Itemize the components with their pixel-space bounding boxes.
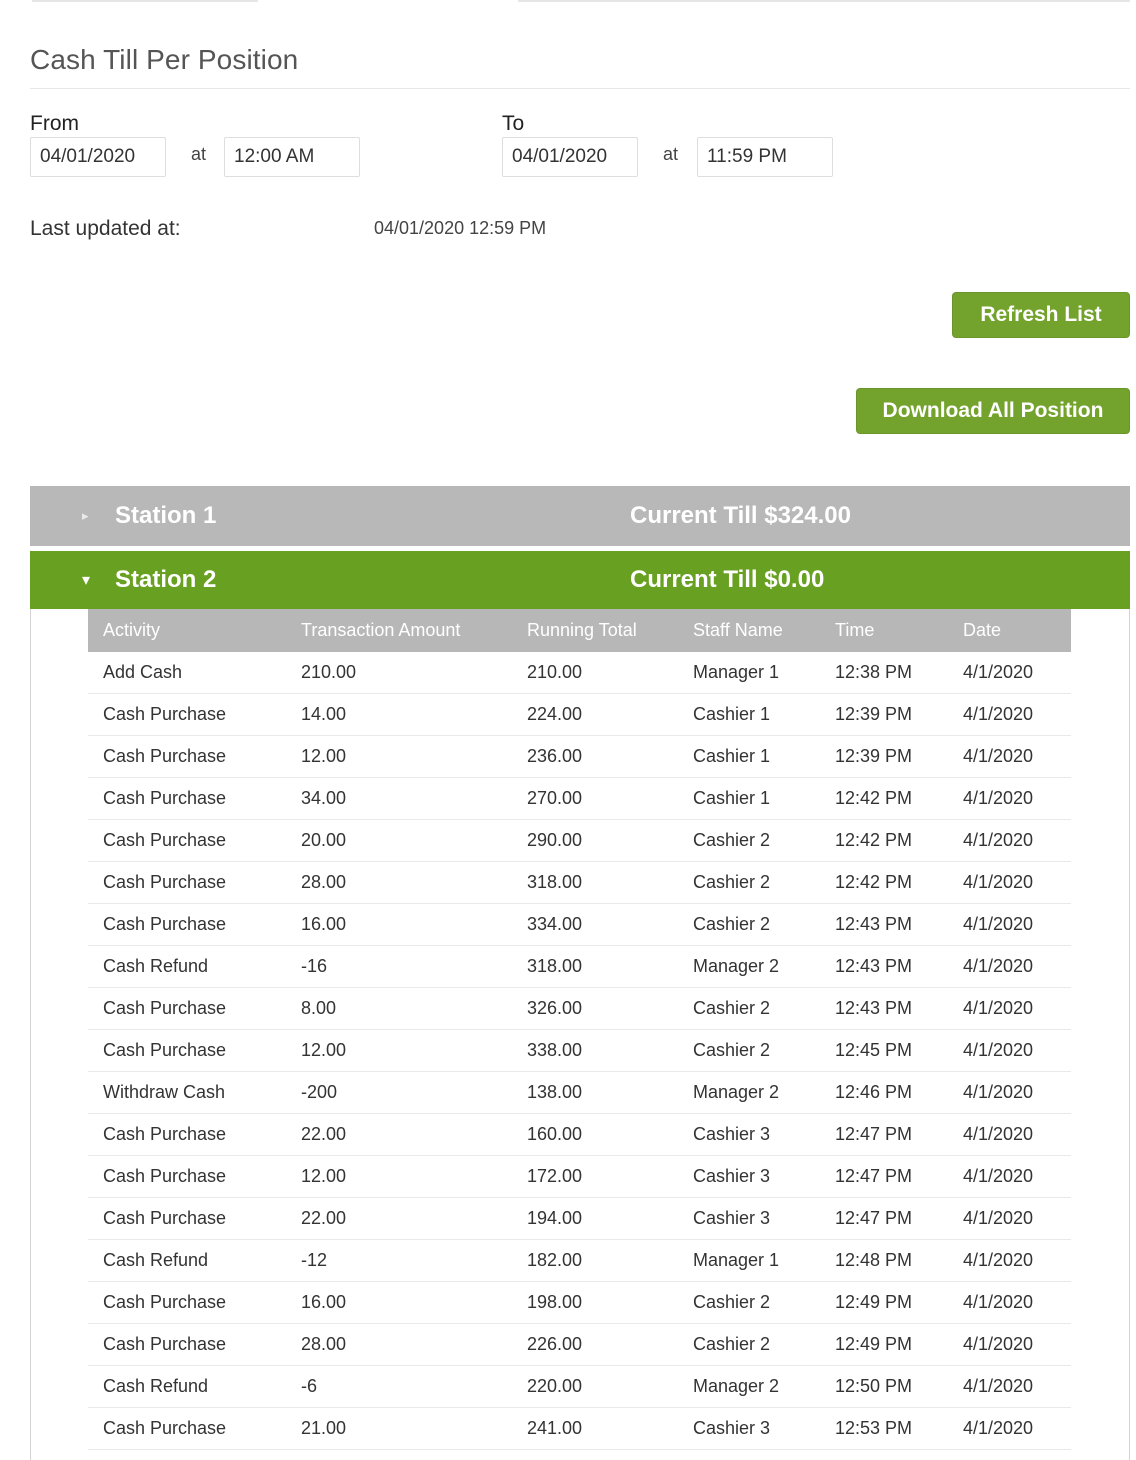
cell-staff-name: Cashier 3 [693, 1114, 835, 1156]
station-1-header[interactable] [30, 486, 1130, 546]
cell-running-total: 338.00 [527, 1030, 693, 1072]
cell-transaction-amount: 20.00 [301, 820, 527, 862]
cell-activity: Cash Purchase [88, 862, 301, 904]
table-row [88, 1324, 1071, 1366]
cell-date: 4/1/2020 [963, 778, 1071, 820]
cell-time: 12:42 PM [835, 862, 963, 904]
caret-right-icon: ▸ [82, 508, 89, 523]
cell-staff-name: Manager 2 [693, 1366, 835, 1408]
cell-transaction-amount: 8.00 [301, 988, 527, 1030]
column-header-transaction-amount: Transaction Amount [301, 609, 527, 652]
cell-activity: Cash Purchase [88, 778, 301, 820]
table-row [88, 1198, 1071, 1240]
cell-transaction-amount: -200 [301, 1072, 527, 1114]
table-row [88, 1156, 1071, 1198]
cell-staff-name: Manager 2 [693, 946, 835, 988]
cell-running-total: 318.00 [527, 862, 693, 904]
cell-time: 12:43 PM [835, 946, 963, 988]
cell-activity: Cash Refund [88, 946, 301, 988]
cell-activity: Cash Purchase [88, 1156, 301, 1198]
cell-running-total: 182.00 [527, 1240, 693, 1282]
to-date-input[interactable] [502, 137, 638, 177]
table-row [88, 778, 1071, 820]
cell-running-total: 236.00 [527, 736, 693, 778]
cell-running-total: 160.00 [527, 1114, 693, 1156]
page-title: Cash Till Per Position [30, 44, 299, 75]
cell-activity: Cash Purchase [88, 1282, 301, 1324]
cell-date: 4/1/2020 [963, 736, 1071, 778]
station-2-panel [30, 609, 1130, 1460]
column-header-activity: Activity [88, 609, 301, 652]
cell-transaction-amount: 12.00 [301, 736, 527, 778]
cell-running-total: 226.00 [527, 1324, 693, 1366]
cell-time: 12:42 PM [835, 778, 963, 820]
column-header-staff-name: Staff Name [693, 609, 835, 652]
transactions-table [88, 609, 1071, 1450]
cell-staff-name: Manager 1 [693, 1240, 835, 1282]
cell-staff-name: Cashier 2 [693, 904, 835, 946]
cell-time: 12:43 PM [835, 988, 963, 1030]
cell-activity: Cash Purchase [88, 820, 301, 862]
cell-running-total: 270.00 [527, 778, 693, 820]
cell-date: 4/1/2020 [963, 1324, 1071, 1366]
cell-transaction-amount: 21.00 [301, 1408, 527, 1450]
cell-staff-name: Cashier 1 [693, 694, 835, 736]
cell-running-total: 138.00 [527, 1072, 693, 1114]
cell-date: 4/1/2020 [963, 988, 1071, 1030]
from-at-label: at [191, 144, 207, 164]
cell-time: 12:47 PM [835, 1114, 963, 1156]
cell-date: 4/1/2020 [963, 1408, 1071, 1450]
cell-staff-name: Cashier 1 [693, 778, 835, 820]
last-updated-label: Last updated at: [30, 217, 181, 240]
cell-time: 12:42 PM [835, 820, 963, 862]
cell-running-total: 194.00 [527, 1198, 693, 1240]
cell-date: 4/1/2020 [963, 820, 1071, 862]
cell-date: 4/1/2020 [963, 694, 1071, 736]
table-body [88, 652, 1071, 1450]
to-time-input[interactable] [697, 137, 833, 177]
cell-time: 12:46 PM [835, 1072, 963, 1114]
cell-transaction-amount: -6 [301, 1366, 527, 1408]
cell-date: 4/1/2020 [963, 904, 1071, 946]
table-row [88, 1030, 1071, 1072]
cell-staff-name: Cashier 2 [693, 862, 835, 904]
cell-time: 12:50 PM [835, 1366, 963, 1408]
column-header-running-total: Running Total [527, 609, 693, 652]
cell-date: 4/1/2020 [963, 1366, 1071, 1408]
cell-activity: Cash Purchase [88, 1114, 301, 1156]
cell-transaction-amount: 22.00 [301, 1198, 527, 1240]
cell-activity: Cash Refund [88, 1240, 301, 1282]
cell-running-total: 172.00 [527, 1156, 693, 1198]
cell-transaction-amount: -16 [301, 946, 527, 988]
cell-activity: Cash Purchase [88, 1030, 301, 1072]
cell-time: 12:39 PM [835, 736, 963, 778]
cell-time: 12:45 PM [835, 1030, 963, 1072]
cell-transaction-amount: 16.00 [301, 1282, 527, 1324]
cell-transaction-amount: 34.00 [301, 778, 527, 820]
caret-down-icon: ▾ [82, 572, 91, 589]
from-time-input[interactable] [224, 137, 360, 177]
cell-running-total: 334.00 [527, 904, 693, 946]
top-divider-right [518, 0, 1130, 2]
cell-activity: Cash Purchase [88, 1324, 301, 1366]
table-row [88, 652, 1071, 694]
top-divider-left [32, 0, 258, 2]
table-row [88, 1240, 1071, 1282]
cell-time: 12:49 PM [835, 1324, 963, 1366]
cell-transaction-amount: 210.00 [301, 652, 527, 694]
cell-time: 12:39 PM [835, 694, 963, 736]
table-row [88, 1408, 1071, 1450]
cell-staff-name: Cashier 2 [693, 988, 835, 1030]
cell-staff-name: Cashier 3 [693, 1198, 835, 1240]
table-row [88, 1366, 1071, 1408]
cell-activity: Cash Refund [88, 1366, 301, 1408]
cell-activity: Cash Purchase [88, 1408, 301, 1450]
cell-running-total: 241.00 [527, 1408, 693, 1450]
cell-time: 12:38 PM [835, 652, 963, 694]
column-header-time: Time [835, 609, 963, 652]
table-row [88, 1282, 1071, 1324]
from-label: From [30, 112, 79, 135]
cell-running-total: 290.00 [527, 820, 693, 862]
table-row [88, 946, 1071, 988]
cell-activity: Cash Purchase [88, 694, 301, 736]
cell-staff-name: Cashier 1 [693, 736, 835, 778]
cell-staff-name: Manager 1 [693, 652, 835, 694]
cell-staff-name: Cashier 2 [693, 1030, 835, 1072]
cell-activity: Cash Purchase [88, 736, 301, 778]
cell-staff-name: Cashier 3 [693, 1156, 835, 1198]
cell-transaction-amount: 12.00 [301, 1156, 527, 1198]
table-row [88, 736, 1071, 778]
cell-date: 4/1/2020 [963, 946, 1071, 988]
column-header-date: Date [963, 609, 1071, 652]
cell-staff-name: Cashier 2 [693, 1282, 835, 1324]
cell-activity: Cash Purchase [88, 904, 301, 946]
to-label: To [502, 112, 525, 135]
cell-transaction-amount: 28.00 [301, 862, 527, 904]
cell-transaction-amount: 22.00 [301, 1114, 527, 1156]
cell-activity: Cash Purchase [88, 988, 301, 1030]
cell-time: 12:48 PM [835, 1240, 963, 1282]
refresh-list-button[interactable]: Refresh List [952, 292, 1130, 338]
download-all-position-button[interactable]: Download All Position [856, 388, 1130, 434]
table-header-row [88, 609, 1071, 652]
station-name: Station 2 [115, 566, 217, 593]
table-row [88, 820, 1071, 862]
to-at-label: at [663, 144, 679, 164]
cell-date: 4/1/2020 [963, 1240, 1071, 1282]
cell-transaction-amount: 12.00 [301, 1030, 527, 1072]
cell-date: 4/1/2020 [963, 1282, 1071, 1324]
title-divider [30, 88, 1130, 89]
cell-running-total: 224.00 [527, 694, 693, 736]
cell-date: 4/1/2020 [963, 652, 1071, 694]
table-row [88, 904, 1071, 946]
cell-staff-name: Cashier 3 [693, 1408, 835, 1450]
table-row [88, 1114, 1071, 1156]
table-row [88, 862, 1071, 904]
station-name: Station 1 [115, 502, 217, 529]
table-row [88, 988, 1071, 1030]
cell-time: 12:47 PM [835, 1156, 963, 1198]
cell-time: 12:49 PM [835, 1282, 963, 1324]
current-till: Current Till $324.00 [630, 502, 851, 529]
cell-staff-name: Cashier 2 [693, 1324, 835, 1366]
cell-running-total: 210.00 [527, 652, 693, 694]
cell-date: 4/1/2020 [963, 1072, 1071, 1114]
cell-staff-name: Manager 2 [693, 1072, 835, 1114]
cell-activity: Add Cash [88, 652, 301, 694]
cell-activity: Cash Purchase [88, 1198, 301, 1240]
cell-date: 4/1/2020 [963, 862, 1071, 904]
cell-running-total: 326.00 [527, 988, 693, 1030]
cell-transaction-amount: -12 [301, 1240, 527, 1282]
cell-transaction-amount: 16.00 [301, 904, 527, 946]
station-2-header[interactable] [30, 551, 1130, 609]
cell-running-total: 198.00 [527, 1282, 693, 1324]
current-till: Current Till $0.00 [630, 566, 825, 593]
cell-transaction-amount: 14.00 [301, 694, 527, 736]
last-updated-value: 04/01/2020 12:59 PM [374, 218, 547, 238]
cell-running-total: 220.00 [527, 1366, 693, 1408]
cell-activity: Withdraw Cash [88, 1072, 301, 1114]
cell-running-total: 318.00 [527, 946, 693, 988]
table-row [88, 694, 1071, 736]
cell-date: 4/1/2020 [963, 1114, 1071, 1156]
cell-date: 4/1/2020 [963, 1198, 1071, 1240]
cell-date: 4/1/2020 [963, 1030, 1071, 1072]
cell-time: 12:53 PM [835, 1408, 963, 1450]
table-row [88, 1072, 1071, 1114]
from-date-input[interactable] [30, 137, 166, 177]
cell-staff-name: Cashier 2 [693, 820, 835, 862]
cell-time: 12:47 PM [835, 1198, 963, 1240]
cell-transaction-amount: 28.00 [301, 1324, 527, 1366]
cell-date: 4/1/2020 [963, 1156, 1071, 1198]
cell-time: 12:43 PM [835, 904, 963, 946]
